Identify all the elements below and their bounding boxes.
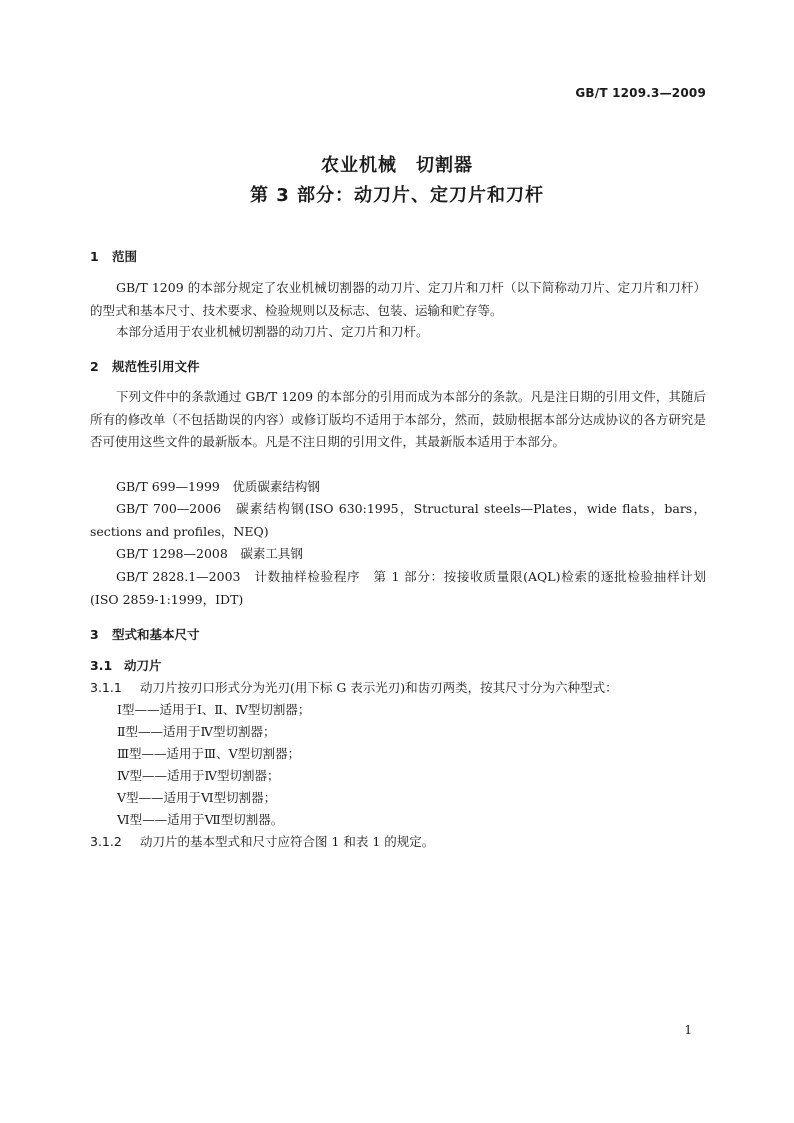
- reference-code: GB/T 699—1999: [116, 479, 220, 494]
- section-number: 3.1: [90, 658, 113, 673]
- reference-title: 碳素工具钢: [240, 546, 303, 561]
- paragraph: 下列文件中的条款通过 GB/T 1209 的本部分的引用而成为本部分的条款。凡是注日期的引用文件，其随后所有的修改单（不包括勘误的内容）或修订版均不适用于本部分，然而，鼓励根据本部分达成协议的各方研究是否可使用这些文件的最新版本。凡是不注日期的引用文件，其最新版本适用于本部分。: [90, 389, 706, 449]
- reference-item: [90, 543, 706, 566]
- paragraph: GB/T 1209 的本部分规定了农业机械切割器的动刀片、定刀片和刀杆（以下简称动刀片、定刀片和刀杆）的型式和基本尺寸、技术要求、检验规则以及标志、包装、运输和贮存等。: [90, 280, 706, 318]
- section-title: 型式和基本尺寸: [112, 627, 200, 642]
- section-1-heading: [90, 247, 137, 265]
- section-title: 动刀片: [124, 658, 162, 673]
- section-title: 范围: [112, 249, 138, 264]
- section-number: 1: [90, 249, 99, 264]
- standard-code: GB/T 1209.3—2009: [575, 86, 706, 100]
- reference-code: GB/T 1298—2008: [116, 546, 228, 561]
- clause-text: 动刀片的基本型式和尺寸应符合图 1 和表 1 的规定。: [140, 834, 435, 849]
- section-3-heading: [90, 625, 200, 643]
- reference-title: 优质碳素结构钢: [232, 479, 320, 494]
- clause-number: 3.1.1: [90, 680, 122, 695]
- reference-item: [90, 498, 706, 543]
- type-item: Ⅲ型——适用于Ⅲ、Ⅴ型切割器；: [117, 746, 301, 761]
- document-title-line1: 农业机械 切割器: [321, 155, 473, 176]
- document-title-line2: 第 3 部分：动刀片、定刀片和刀杆: [249, 185, 545, 206]
- clause-3-1-2: [90, 831, 706, 854]
- section-number: 3: [90, 627, 99, 642]
- reference-item: [90, 476, 706, 499]
- type-item: Ⅴ型——适用于Ⅵ型切割器；: [117, 790, 277, 805]
- reference-title: 计数抽样检验程序 第 1 部分：按接收质量限(AQL)检索的逐批检验抽样计划(ISO 2859-1:1999，IDT): [90, 569, 706, 607]
- page-number: 1: [684, 1023, 692, 1037]
- section-2-heading: [90, 357, 200, 375]
- type-item: Ⅵ型——适用于Ⅶ型切割器。: [117, 812, 284, 827]
- reference-code: GB/T 2828.1—2003: [116, 569, 241, 584]
- clause-number: 3.1.2: [90, 834, 122, 849]
- reference-title: 碳素结构钢(ISO 630:1995，Structural steels—Plates，wide flats，bars，sections and profiles，NEQ): [90, 501, 706, 539]
- section-number: 2: [90, 359, 99, 374]
- type-item: Ⅰ型——适用于Ⅰ、Ⅱ、Ⅳ型切割器；: [117, 702, 311, 717]
- clause-3-1-1: [90, 677, 706, 700]
- paragraph: 本部分适用于农业机械切割器的动刀片、定刀片和刀杆。: [116, 324, 429, 339]
- reference-code: GB/T 700—2006: [116, 501, 222, 516]
- type-item: Ⅳ型——适用于Ⅳ型切割器；: [117, 768, 280, 783]
- clause-text: 动刀片按刃口形式分为光刃(用下标 G 表示光刃)和齿刃两类，按其尺寸分为六种型式：: [140, 680, 618, 695]
- section-title: 规范性引用文件: [112, 359, 200, 374]
- section-3-1-heading: [90, 656, 162, 674]
- type-item: Ⅱ型——适用于Ⅳ型切割器；: [117, 724, 276, 739]
- reference-item: [90, 566, 706, 611]
